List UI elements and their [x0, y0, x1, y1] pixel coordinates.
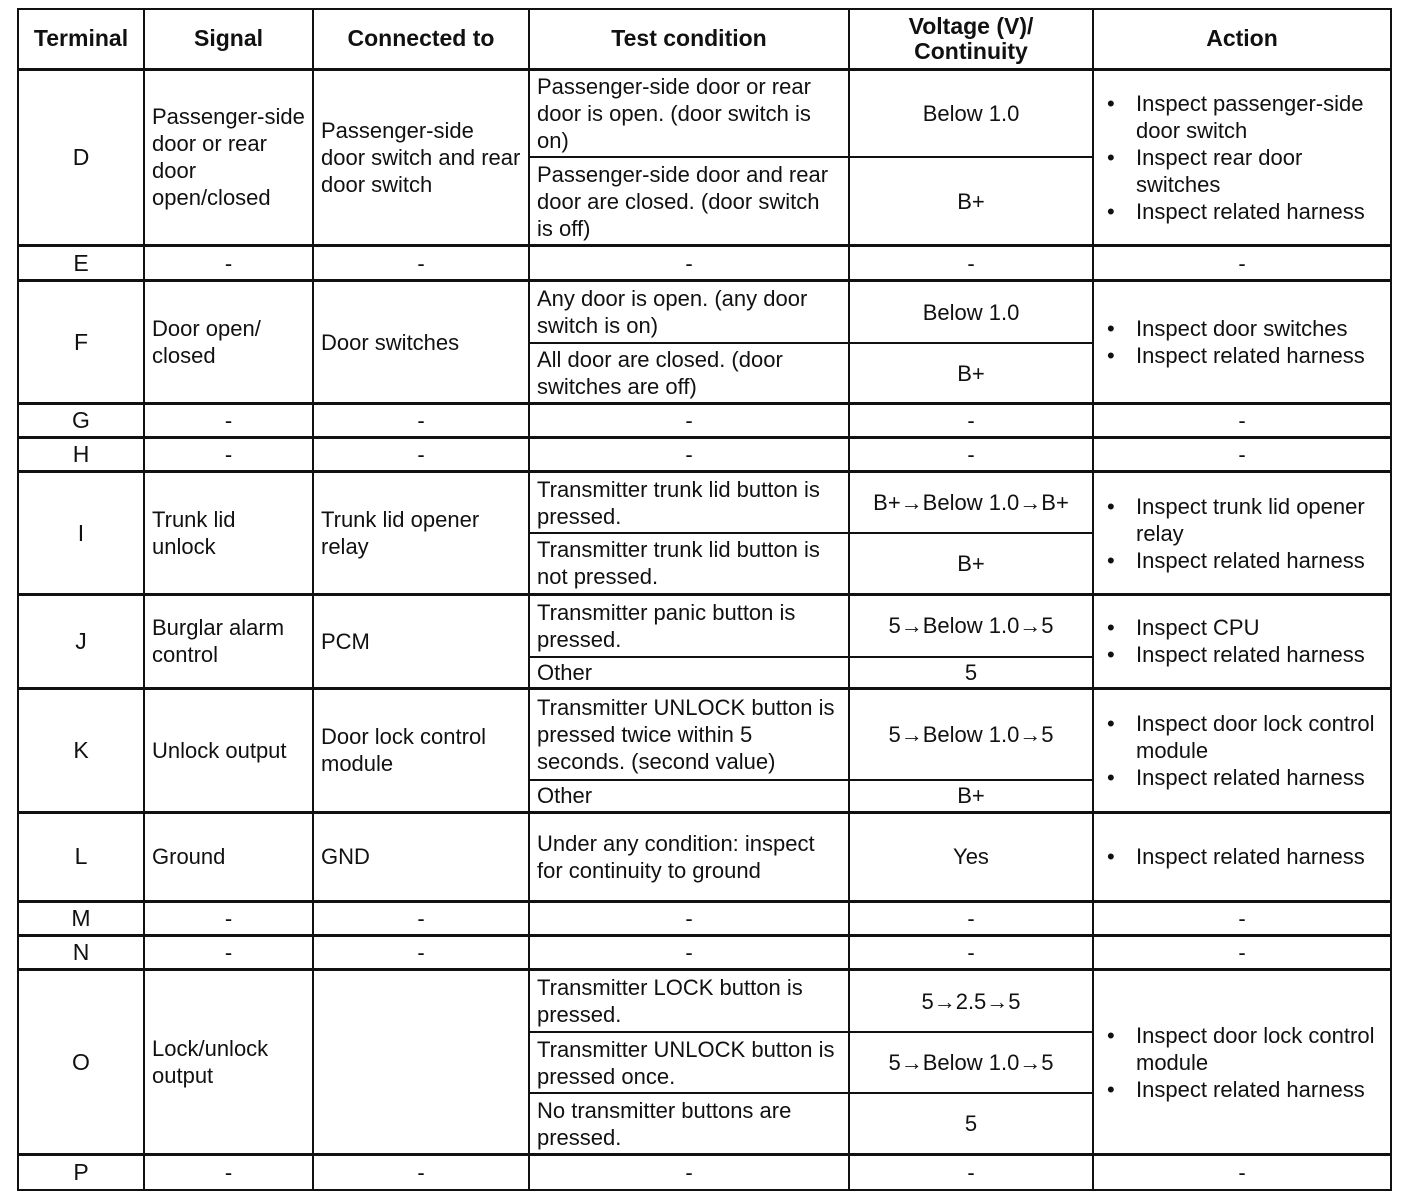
test-condition-cell: Transmitter trunk lid button is pressed.: [529, 472, 849, 533]
table-row-l: [18, 812, 1391, 901]
test-condition-cell: Any door is open. (any door switch is on): [529, 281, 849, 343]
test-condition-cell: -: [529, 936, 849, 970]
voltage-cell: 5→Below 1.0→5: [849, 594, 1093, 656]
table-row-d: [18, 69, 1391, 157]
header-voltage-line1: Voltage (V)/: [908, 12, 1034, 39]
table-row-p: [18, 1155, 1391, 1190]
action-item: • Inspect related harness: [1101, 1076, 1383, 1103]
voltage-cell: B+→Below 1.0→B+: [849, 472, 1093, 533]
test-condition-cell: Transmitter UNLOCK button is pressed once.: [529, 1032, 849, 1093]
signal-cell: -: [144, 438, 313, 472]
voltage-cell: B+: [849, 780, 1093, 812]
signal-cell: Trunk lid unlock: [144, 472, 313, 595]
header-row: [18, 9, 1391, 69]
test-condition-cell: No transmitter buttons are pressed.: [529, 1093, 849, 1154]
action-item: • Inspect trunk lid opener relay: [1101, 493, 1383, 547]
table-row-o: [18, 970, 1391, 1032]
signal-cell: Lock/unlock output: [144, 970, 313, 1155]
action-cell: [1093, 281, 1391, 404]
test-condition-cell: Passenger-side door or rear door is open. (door switch is on): [529, 69, 849, 157]
action-item: • Inspect door lock control module: [1101, 710, 1383, 764]
terminal-cell: J: [18, 594, 144, 688]
terminal-cell: P: [18, 1155, 144, 1190]
action-item: • Inspect related harness: [1101, 198, 1383, 225]
terminal-cell: E: [18, 246, 144, 281]
action-cell: -: [1093, 936, 1391, 970]
test-condition-cell: Other: [529, 780, 849, 812]
header-test-condition: Test condition: [529, 9, 849, 69]
test-condition-cell: Transmitter panic button is pressed.: [529, 594, 849, 656]
terminal-cell: O: [18, 970, 144, 1155]
voltage-cell: 5→2.5→5: [849, 970, 1093, 1032]
action-cell: -: [1093, 403, 1391, 437]
action-item: • Inspect related harness: [1101, 547, 1383, 574]
connected-to-cell: PCM: [313, 594, 529, 688]
terminal-cell: M: [18, 902, 144, 936]
terminal-cell: I: [18, 472, 144, 595]
action-cell: -: [1093, 246, 1391, 281]
voltage-cell: 5→Below 1.0→5: [849, 689, 1093, 780]
voltage-cell: B+: [849, 343, 1093, 403]
signal-cell: -: [144, 1155, 313, 1190]
signal-cell: Passenger-side door or rear door open/closed: [144, 69, 313, 246]
table-row-h: [18, 438, 1391, 472]
action-cell: [1093, 69, 1391, 246]
action-item: • Inspect rear door switches: [1101, 144, 1383, 198]
action-cell: [1093, 970, 1391, 1155]
action-cell: -: [1093, 1155, 1391, 1190]
connected-to-cell: -: [313, 902, 529, 936]
terminal-cell: K: [18, 689, 144, 813]
table-row-g: [18, 403, 1391, 437]
table-row-f: [18, 281, 1391, 343]
action-item: • Inspect door switches: [1101, 315, 1383, 342]
connected-to-cell: -: [313, 936, 529, 970]
action-cell: -: [1093, 902, 1391, 936]
table-row-m: [18, 902, 1391, 936]
voltage-cell: B+: [849, 157, 1093, 245]
terminal-cell: G: [18, 403, 144, 437]
voltage-cell: -: [849, 246, 1093, 281]
test-condition-cell: Under any condition: inspect for continuity to ground: [529, 812, 849, 901]
test-condition-cell: Passenger-side door and rear door are closed. (door switch is off): [529, 157, 849, 245]
action-cell: [1093, 812, 1391, 901]
table-row-n: [18, 936, 1391, 970]
test-condition-cell: All door are closed. (door switches are off): [529, 343, 849, 403]
terminal-cell: H: [18, 438, 144, 472]
connected-to-cell: -: [313, 246, 529, 281]
action-item: • Inspect door lock control module: [1101, 1022, 1383, 1076]
connected-to-cell: Trunk lid opener relay: [313, 472, 529, 595]
connected-to-cell: GND: [313, 812, 529, 901]
test-condition-cell: -: [529, 403, 849, 437]
voltage-cell: B+: [849, 533, 1093, 594]
voltage-cell: -: [849, 403, 1093, 437]
action-cell: -: [1093, 438, 1391, 472]
action-item: • Inspect related harness: [1101, 843, 1383, 870]
action-item: • Inspect related harness: [1101, 641, 1383, 668]
voltage-cell: 5: [849, 1093, 1093, 1154]
test-condition-cell: -: [529, 902, 849, 936]
terminal-cell: L: [18, 812, 144, 901]
action-cell: [1093, 689, 1391, 813]
table-row-k: [18, 689, 1391, 780]
test-condition-cell: Transmitter trunk lid button is not pressed.: [529, 533, 849, 594]
connected-to-cell: -: [313, 438, 529, 472]
test-condition-cell: Transmitter LOCK button is pressed.: [529, 970, 849, 1032]
connected-to-cell: [313, 970, 529, 1155]
test-condition-cell: -: [529, 438, 849, 472]
signal-cell: Ground: [144, 812, 313, 901]
signal-cell: -: [144, 902, 313, 936]
signal-cell: Unlock output: [144, 689, 313, 813]
connected-to-cell: Passenger-side door switch and rear door switch: [313, 69, 529, 246]
voltage-cell: 5→Below 1.0→5: [849, 1032, 1093, 1093]
voltage-cell: 5: [849, 657, 1093, 689]
connected-to-cell: Door switches: [313, 281, 529, 404]
voltage-cell: Below 1.0: [849, 69, 1093, 157]
signal-cell: -: [144, 246, 313, 281]
header-terminal: Terminal: [18, 9, 144, 69]
action-item: • Inspect CPU: [1101, 614, 1383, 641]
action-item: • Inspect related harness: [1101, 342, 1383, 369]
action-cell: [1093, 594, 1391, 688]
connected-to-cell: -: [313, 1155, 529, 1190]
signal-cell: -: [144, 936, 313, 970]
terminal-cell: N: [18, 936, 144, 970]
header-signal: Signal: [144, 9, 313, 69]
action-item: • Inspect related harness: [1101, 764, 1383, 791]
signal-cell: Door open/ closed: [144, 281, 313, 404]
test-condition-cell: -: [529, 1155, 849, 1190]
table-row-j: [18, 594, 1391, 656]
voltage-cell: -: [849, 1155, 1093, 1190]
header-connected-to: Connected to: [313, 9, 529, 69]
test-condition-cell: Other: [529, 657, 849, 689]
voltage-cell: Yes: [849, 812, 1093, 901]
voltage-cell: -: [849, 438, 1093, 472]
header-voltage-line2: Continuity: [914, 37, 1028, 64]
action-item: • Inspect passenger-side door switch: [1101, 90, 1383, 144]
connected-to-cell: Door lock control module: [313, 689, 529, 813]
signal-cell: Burglar alarm control: [144, 594, 313, 688]
table-row-e: [18, 246, 1391, 281]
voltage-cell: Below 1.0: [849, 281, 1093, 343]
test-condition-cell: -: [529, 246, 849, 281]
header-voltage: [849, 9, 1093, 69]
header-action: Action: [1093, 9, 1391, 69]
terminal-inspection-table: [17, 8, 1392, 1191]
test-condition-cell: Transmitter UNLOCK button is pressed twice within 5 seconds. (second value): [529, 689, 849, 780]
action-cell: [1093, 472, 1391, 595]
voltage-cell: -: [849, 902, 1093, 936]
voltage-cell: -: [849, 936, 1093, 970]
signal-cell: -: [144, 403, 313, 437]
connected-to-cell: -: [313, 403, 529, 437]
terminal-cell: F: [18, 281, 144, 404]
table-row-i: [18, 472, 1391, 533]
terminal-cell: D: [18, 69, 144, 246]
